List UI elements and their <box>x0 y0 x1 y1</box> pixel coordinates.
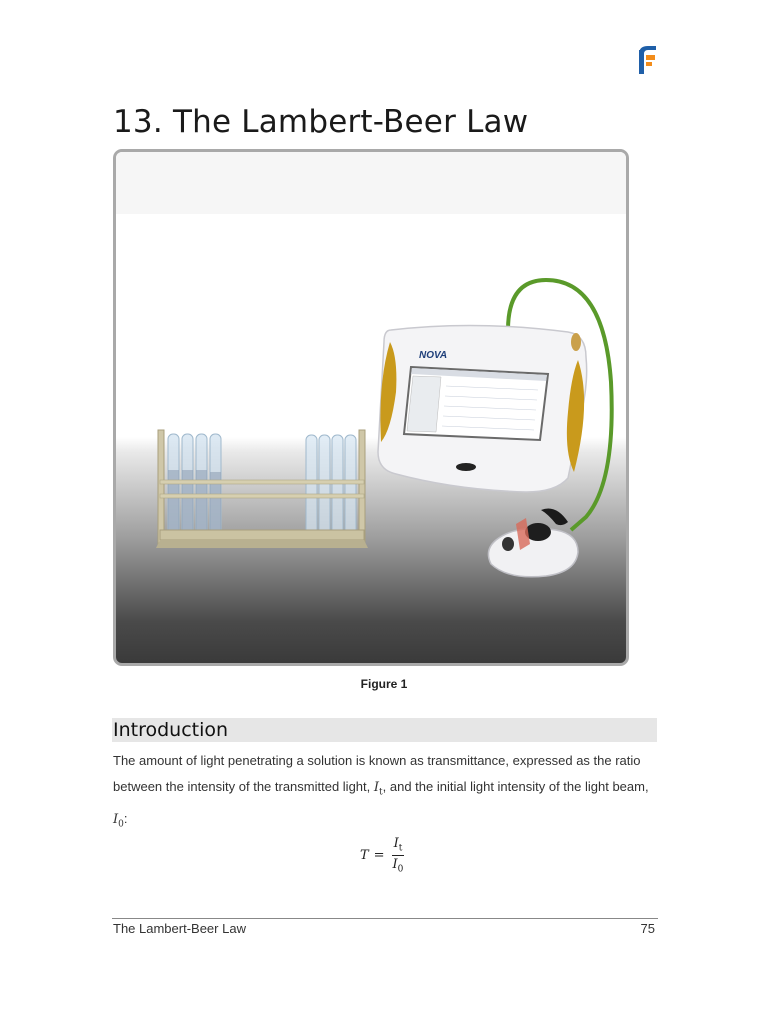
page-title: 13. The Lambert-Beer Law <box>113 104 529 140</box>
formula-fraction <box>392 836 405 874</box>
device-brand-label: NOVA <box>419 350 448 361</box>
transmittance-formula <box>360 833 404 877</box>
intro-text-3: : <box>123 810 128 826</box>
figure-illustration <box>113 149 629 666</box>
formula-numerator: $I_t$ <box>393 835 403 854</box>
intro-text-2: , and the initial light intensity of the light beam, <box>382 778 649 794</box>
footer-chapter-title: The Lambert-Beer Law <box>113 921 246 936</box>
test-tube-rack-icon <box>156 430 368 548</box>
nova-datalogger-icon <box>378 325 587 492</box>
formula-equals: = <box>373 847 385 863</box>
formula-denominator: $I_0$ <box>392 856 404 875</box>
section-header-bar <box>112 718 657 742</box>
intro-text-1: The amount of light penetrating a solution is known as transmittance, expressed as the ratio between the intensity of the transmitted light, <box>113 753 641 794</box>
footer-page-number: 75 <box>640 921 655 936</box>
fourier-logo-icon <box>636 44 658 74</box>
formula-lhs: T <box>360 847 369 863</box>
section-title: Introduction <box>113 719 229 741</box>
intro-paragraph <box>113 748 661 838</box>
var-initial-intensity: $I_0$ <box>113 811 124 830</box>
var-transmitted-intensity: $I_t$ <box>373 779 383 798</box>
footer-divider <box>112 918 658 919</box>
colorimeter-sensor-icon <box>488 509 578 577</box>
figure-caption: Figure 1 <box>360 677 408 691</box>
